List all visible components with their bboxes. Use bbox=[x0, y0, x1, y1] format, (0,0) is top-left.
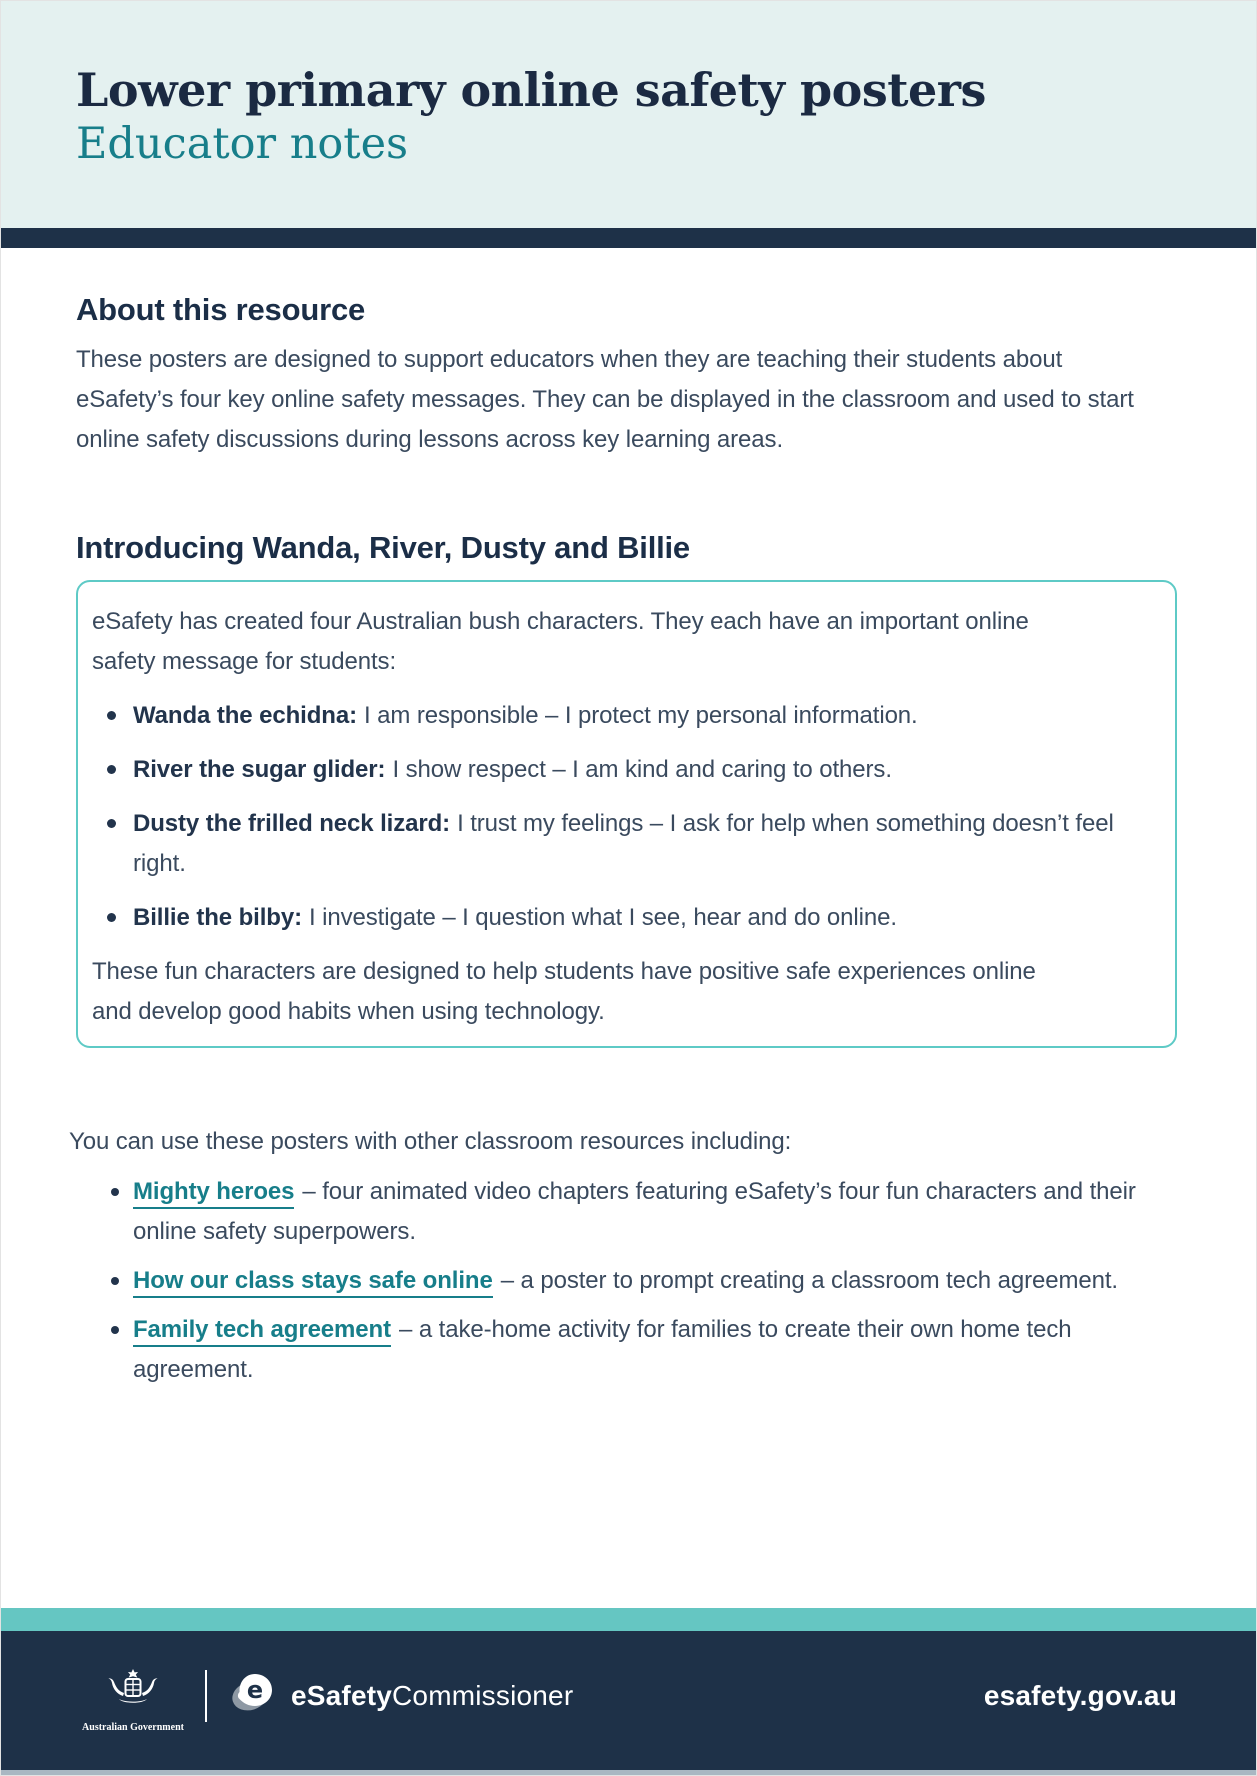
introducing-section bbox=[76, 530, 1177, 1048]
list-item bbox=[69, 1261, 1163, 1301]
about-heading: About this resource bbox=[76, 292, 366, 327]
character-list bbox=[92, 696, 1145, 938]
list-item bbox=[92, 804, 1133, 884]
esafety-wordmark-regular: Commissioner bbox=[392, 1679, 574, 1711]
list-item bbox=[69, 1172, 1163, 1252]
svg-text:e: e bbox=[246, 1676, 264, 1704]
character-name: Dusty the frilled neck lizard: bbox=[133, 810, 451, 837]
esafety-logo-icon bbox=[231, 1672, 279, 1719]
esafety-wordmark-bold: eSafety bbox=[291, 1679, 393, 1711]
australian-government-label: Australian Government bbox=[82, 1721, 184, 1733]
character-name: River the sugar glider: bbox=[133, 756, 386, 783]
list-item bbox=[92, 898, 1133, 938]
resource-description: – a poster to prompt creating a classroom tech agreement. bbox=[500, 1267, 1118, 1294]
australian-government-logo bbox=[82, 1669, 184, 1733]
introducing-heading: Introducing Wanda, River, Dusty and Billie bbox=[76, 530, 690, 565]
resource-list bbox=[69, 1172, 1177, 1390]
list-item bbox=[92, 696, 1133, 736]
character-name: Wanda the echidna: bbox=[133, 702, 357, 729]
class-safe-online-link[interactable]: How our class stays safe online bbox=[133, 1267, 493, 1298]
list-item bbox=[69, 1310, 1163, 1390]
character-message: I trust my feelings – I ask for help when something doesn’t feel right. bbox=[133, 810, 1114, 877]
callout-intro: eSafety has created four Australian bush characters. They each have an important online safety message for students: bbox=[92, 608, 1029, 675]
mighty-heroes-link[interactable]: Mighty heroes bbox=[133, 1178, 294, 1209]
footer-teal-bar bbox=[1, 1608, 1256, 1631]
resource-description: – a take-home activity for families to create their own home tech agreement. bbox=[133, 1316, 1072, 1383]
page-header bbox=[1, 1, 1256, 228]
list-item bbox=[92, 750, 1133, 790]
page-footer bbox=[1, 1631, 1256, 1770]
page-title: Lower primary online safety posters bbox=[76, 63, 986, 117]
header-divider-bar bbox=[1, 228, 1256, 248]
resources-intro: You can use these posters with other classroom resources including: bbox=[69, 1128, 792, 1155]
about-section bbox=[76, 292, 1177, 460]
page-bottom-edge bbox=[1, 1770, 1256, 1775]
character-name: Billie the bilby: bbox=[133, 904, 302, 931]
character-message: I am responsible – I protect my personal information. bbox=[364, 702, 918, 729]
footer-website: esafety.gov.au bbox=[983, 1679, 1177, 1711]
esafety-commissioner-logo bbox=[231, 1672, 573, 1719]
character-message: I investigate – I question what I see, hear and do online. bbox=[308, 904, 897, 931]
australian-government-crest-icon bbox=[103, 1669, 163, 1718]
page-body bbox=[1, 248, 1256, 1608]
page-subtitle: Educator notes bbox=[76, 119, 409, 169]
about-paragraph: These posters are designed to support educators when they are teaching their students about eSafety’s four key online safety messages. They can be displayed in the classroom and used to start online safety discussions during lessons across key learning areas. bbox=[76, 346, 1134, 453]
resource-description: – four animated video chapters featuring eSafety’s four fun characters and their online safety superpowers. bbox=[133, 1178, 1136, 1245]
family-tech-agreement-link[interactable]: Family tech agreement bbox=[133, 1316, 391, 1347]
resources-section bbox=[69, 1122, 1177, 1390]
character-message: I show respect – I am kind and caring to others. bbox=[392, 756, 892, 783]
callout-outro: These fun characters are designed to help students have positive safe experiences online and develop good habits when using technology. bbox=[92, 958, 1036, 1025]
characters-callout-box bbox=[76, 580, 1177, 1048]
footer-logo-divider bbox=[205, 1670, 207, 1722]
esafety-wordmark bbox=[291, 1680, 573, 1712]
